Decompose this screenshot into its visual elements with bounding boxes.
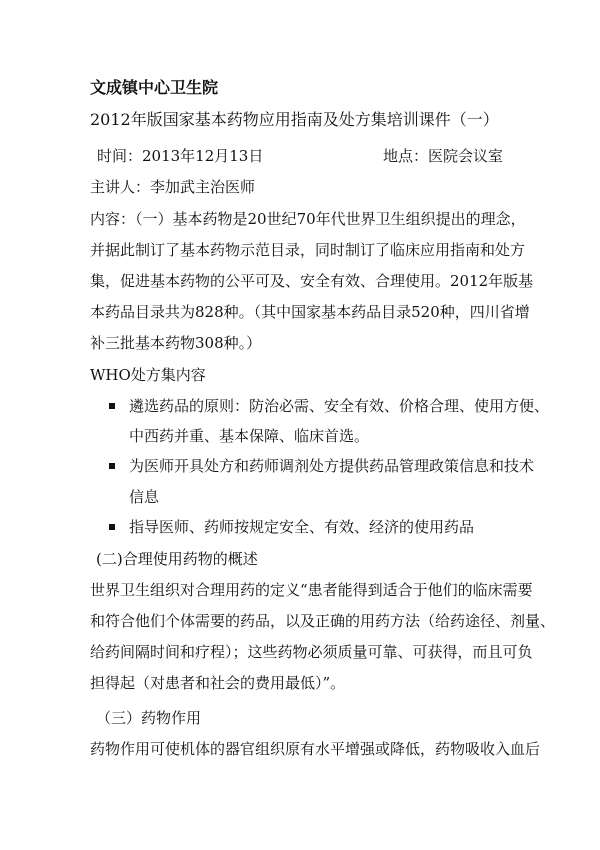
content-line: 本药品目录共为828种。（其中国家基本药品目录520种，四川省增 — [90, 303, 530, 321]
meeting-time: 时间：2013年12月13日 — [97, 147, 264, 165]
meeting-place: 地点：医院会议室 — [383, 147, 504, 165]
bullet-text: 指导医师、药师按规定安全、有效、经济的使用药品 — [129, 518, 475, 536]
section2-line: 世界卫生组织对合理用药的定义“患者能得到适合于他们的临床需要 — [90, 581, 533, 599]
section2-line: 给药间隔时间和疗程）；这些药物必须质量可靠、可获得，而且可负 — [90, 643, 533, 661]
bullet-square-icon — [109, 524, 115, 530]
content-line: 内容：（一）基本药物是20世纪70年代世界卫生组织提出的理念， — [90, 210, 526, 228]
bullet-square-icon — [109, 403, 115, 409]
organization-name: 文成镇中心卫生院 — [90, 78, 219, 97]
speaker: 主讲人：李加武主治医师 — [90, 178, 256, 196]
content-line: 补三批基本药物308种。） — [90, 334, 262, 352]
who-heading: WHO处方集内容 — [90, 366, 206, 384]
bullet-square-icon — [109, 463, 115, 469]
section2-heading: (二)合理使用药物的概述 — [96, 550, 258, 568]
bullet-text: 为医师开具处方和药师调剂处方提供药品管理政策信息和技术 — [129, 457, 535, 475]
bullet-text: 信息 — [129, 488, 160, 506]
section3-heading: （三）药物作用 — [96, 709, 202, 727]
section3-line: 药物作用可使机体的器官组织原有水平增强或降低，药物吸收入血后 — [90, 740, 541, 758]
section2-line: 担得起（对患者和社会的费用最低）”。 — [90, 674, 346, 692]
section2-line: 和符合他们个体需要的药品，以及正确的用药方法（给药途径、剂量、 — [90, 612, 556, 630]
bullet-text: 遴选药品的原则：防治必需、安全有效、价格合理、使用方便、 — [129, 397, 550, 415]
document-title: 2012年版国家基本药物应用指南及处方集培训课件（一） — [90, 110, 499, 129]
bullet-text: 中西药并重、基本保障、临床首选。 — [129, 427, 370, 445]
content-line: 并据此制订了基本药物示范目录，同时制订了临床应用指南和处方 — [90, 241, 526, 259]
content-line: 集，促进基本药物的公平可及、安全有效、合理使用。2012年版基 — [90, 272, 534, 290]
